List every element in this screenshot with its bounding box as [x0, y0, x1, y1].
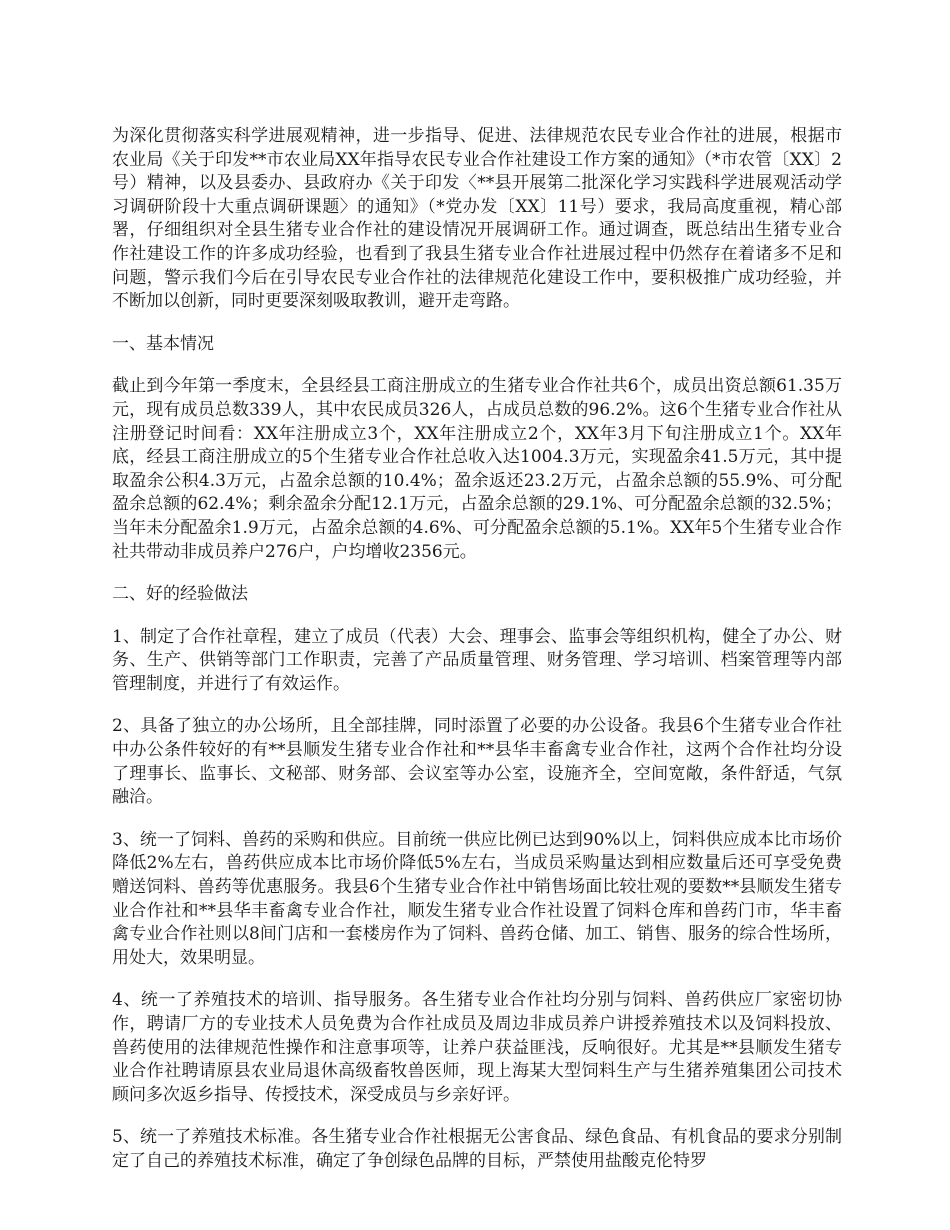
document-body — [112, 125, 842, 1193]
practice-item-5: 5、统一了养殖技术标准。各生猪专业合作社根据无公害食品、绿色食品、有机食品的要求分别制定了自己的养殖技术标准，确定了争创绿色品牌的目标，严禁使用盐酸克伦特罗 — [112, 1127, 842, 1171]
section-heading-good-practices: 二、好的经验做法 — [112, 584, 248, 605]
practice-item-4: 4、统一了养殖技术的培训、指导服务。各生猪专业合作社均分别与饲料、兽药供应厂家密切协作，聘请厂方的专业技术人员免费为合作社成员及周边非成员养户讲授养殖技术以及饲料投放、兽药使用的法律规范性操作和注意事项等，让养户获益匪浅，反响很好。尤其是**县顺发生猪专业合作社聘请原县农业局退休高级畜牧兽医师，现上海某大型饲料生产与生猪养殖集团公司技术顾问多次返乡指导、传授技术，深受成员与乡亲好评。 — [112, 990, 842, 1105]
practice-item-3: 3、统一了饲料、兽药的采购和供应。目前统一供应比例已达到90%以上，饲料供应成本比市场价降低2%左右，兽药供应成本比市场价降低5%左右，当成员采购量达到相应数量后还可享受免费赠送饲料、兽药等优惠服务。我县6个生猪专业合作社中销售场面比较壮观的要数**县顺发生猪专业合作社和**县华丰畜禽专业合作社，顺发生猪专业合作社设置了饲料仓库和兽药门市，华丰畜禽专业合作社则以8间门店和一套楼房作为了饲料、兽药仓储、加工、销售、服务的综合性场所，用处大，效果明显。 — [112, 829, 842, 968]
basic-situation-paragraph: 截止到今年第一季度末，全县经县工商注册成立的生猪专业合作社共6个，成员出资总额61.35万元，现有成员总数339人，其中农民成员326人，占成员总数的96.2%。这6个生猪专业合作社从注册登记时间看：XX年注册成立3个，XX年注册成立2个，XX年3月下旬注册成立1个。XX年底，经县工商注册成立的5个生猪专业合作社总收入达1004.3万元，实现盈余41.5万元，其中提取盈余公积4.3万元，占盈余总额的10.4%；盈余返还23.2万元，占盈余总额的55.9%、可分配盈余总额的62.4%；剩余盈余分配12.1万元，占盈余总额的29.1%、可分配盈余总额的32.5%；当年未分配盈余1.9万元，占盈余总额的4.6%、可分配盈余总额的5.1%。XX年5个生猪专业合作社共带动非成员养户276户，户均增收2356元。 — [112, 376, 842, 562]
practice-item-2: 2、具备了独立的办公场所，且全部挂牌，同时添置了必要的办公设备。我县6个生猪专业合作社中办公条件较好的有**县顺发生猪专业合作社和**县华丰畜禽专业合作社，这两个合作社均分设了理事长、监事长、文秘部、财务部、会议室等办公室，设施齐全，空间宽敞，条件舒适，气氛融洽。 — [112, 716, 842, 808]
intro-paragraph: 为深化贯彻落实科学进展观精神，进一步指导、促进、法律规范农民专业合作社的进展，根据市农业局《关于印发**市农业局XX年指导农民专业合作社建设工作方案的通知》（*市农管〔XX〕2号）精神，以及县委办、县政府办《关于印发〈**县开展第二批深化学习实践科学进展观活动学习调研阶段十大重点调研课题〉的通知》（*党办发〔XX〕11号）要求，我局高度重视，精心部署，仔细组织对全县生猪专业合作社的建设情况开展调研工作。通过调查，既总结出生猪专业合作社建设工作的许多成功经验，也看到了我县生猪专业合作社进展过程中仍然存在着诸多不足和问题，警示我们今后在引导农民专业合作社的法律规范化建设工作中，要积极推广成功经验，并不断加以创新，同时更要深刻吸取教训，避开走弯路。 — [112, 126, 842, 312]
section-heading-basic-situation: 一、基本情况 — [112, 333, 214, 354]
practice-item-1: 1、制定了合作社章程，建立了成员（代表）大会、理事会、监事会等组织机构，健全了办公、财务、生产、供销等部门工作职责，完善了产品质量管理、财务管理、学习培训、档案管理等内部管理制度，并进行了有效运作。 — [112, 626, 842, 694]
